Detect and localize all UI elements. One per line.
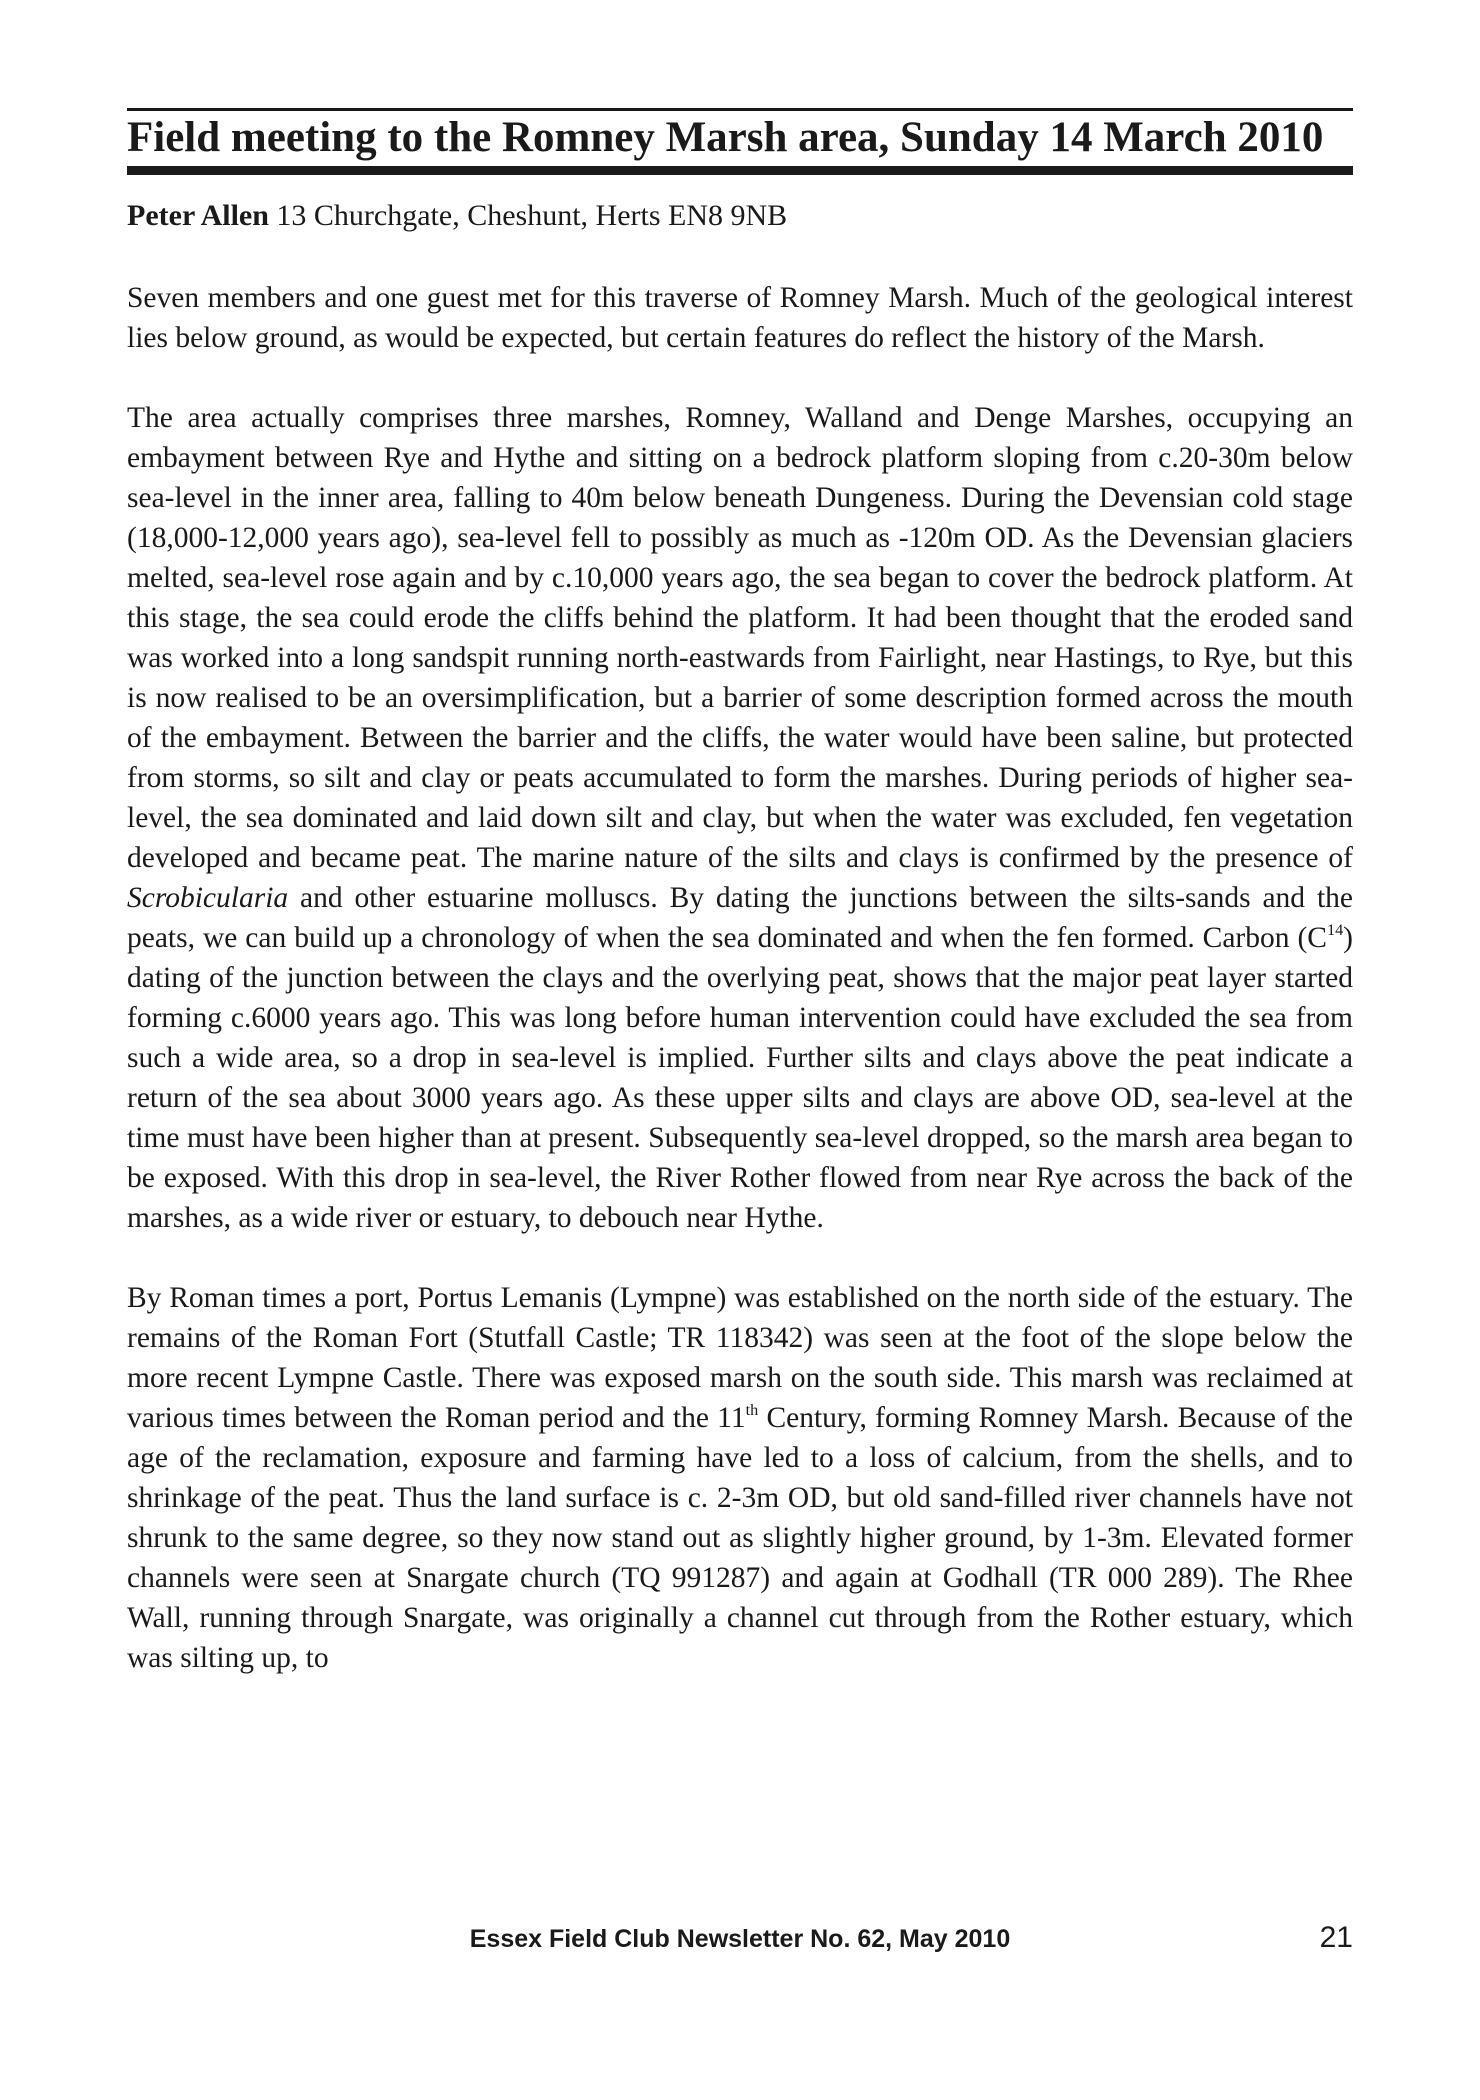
paragraph-2-text-c: ) dating of the junction between the clays and the overlying peat, shows that the major peat layer started forming c.6000 years ago. This was long before human intervention could have excluded the sea from such a wide area, so a drop in sea-level is implied. Further silts and clays above the peat indicate a return of the sea about 3000 years ago. As these upper silts and clays are above OD, sea-level at the time must have been higher than at present. Subsequently sea-level dropped, so the marsh area began to be exposed. With this drop in sea-level, the River Rother flowed from near Rye across the back of the marshes, as a wide river or estuary, to debouch near Hythe. (127, 922, 1353, 1234)
author-line (127, 196, 1353, 236)
article-body (127, 278, 1353, 1678)
paragraph-3-text-b: Century, forming Romney Marsh. Because of the age of the reclamation, exposure and farming have led to a loss of calcium, from the shells, and to shrinkage of the peat. Thus the land surface is c. 2-3m OD, but old sand-filled river channels have not shrunk to the same degree, so they now stand out as slightly higher ground, by 1-3m. Elevated former channels were seen at Snargate church (TQ 991287) and again at Godhall (TR 000 289). The Rhee Wall, running through Snargate, was originally a channel cut through from the Rother estuary, which was silting up, to (127, 1402, 1353, 1674)
author-address: 13 Churchgate, Cheshunt, Herts EN8 9NB (268, 199, 788, 232)
page-number: 21 (1319, 1921, 1353, 1954)
century-ordinal-superscript: th (745, 1400, 759, 1419)
species-name: Scrobicularia (127, 882, 289, 914)
title-top-rule (127, 108, 1353, 111)
paragraph-3 (127, 1278, 1353, 1678)
article-title: Field meeting to the Romney Marsh area, Sunday 14 March 2010 (127, 114, 1324, 161)
title-bottom-rule (127, 166, 1353, 175)
paragraph-3-text-a: By Roman times a port, Portus Lemanis (Lympne) was established on the north side of the estuary. The remains of the Roman Fort (Stutfall Castle; TR 118342) was seen at the foot of the slope below the more recent Lympne Castle. There was exposed marsh on the south side. This marsh was reclaimed at various times between the Roman period and the 11 (127, 1282, 1353, 1434)
newsletter-footer: Essex Field Club Newsletter No. 62, May 2010 (469, 1925, 1011, 1953)
paragraph-1: Seven members and one guest met for this traverse of Romney Marsh. Much of the geological interest lies below ground, as would be expected, but certain features do reflect the history of the Marsh. (127, 282, 1353, 354)
paragraph-2-text-a: The area actually comprises three marshes, Romney, Walland and Denge Marshes, occupying an embayment between Rye and Hythe and sitting on a bedrock platform sloping from c.20-30m below sea-level in the inner area, falling to 40m below beneath Dungeness. During the Devensian cold stage (18,000-12,000 years ago), sea-level fell to possibly as much as -120m OD. As the Devensian glaciers melted, sea-level rose again and by c.10,000 years ago, the sea began to cover the bedrock platform. At this stage, the sea could erode the cliffs behind the platform. It had been thought that the eroded sand was worked into a long sandspit running north-eastwards from Fairlight, near Hastings, to Rye, but this is now realised to be an oversimplification, but a barrier of some description formed across the mouth of the embayment. Between the barrier and the cliffs, the water would have been saline, but protected from storms, so silt and clay or peats accumulated to form the marshes. During periods of higher sea-level, the sea dominated and laid down silt and clay, but when the water was excluded, fen vegetation developed and became peat. The marine nature of the silts and clays is confirmed by the presence of (127, 402, 1353, 874)
paragraph-2 (127, 398, 1353, 1238)
carbon-isotope-superscript: 14 (1326, 920, 1344, 939)
author-name: Peter Allen (127, 199, 269, 232)
paragraph-2-text-b: and other estuarine molluscs. By dating the junctions between the silts-sands and the peats, we can build up a chronology of when the sea dominated and when the fen formed. Carbon (C (127, 882, 1353, 954)
